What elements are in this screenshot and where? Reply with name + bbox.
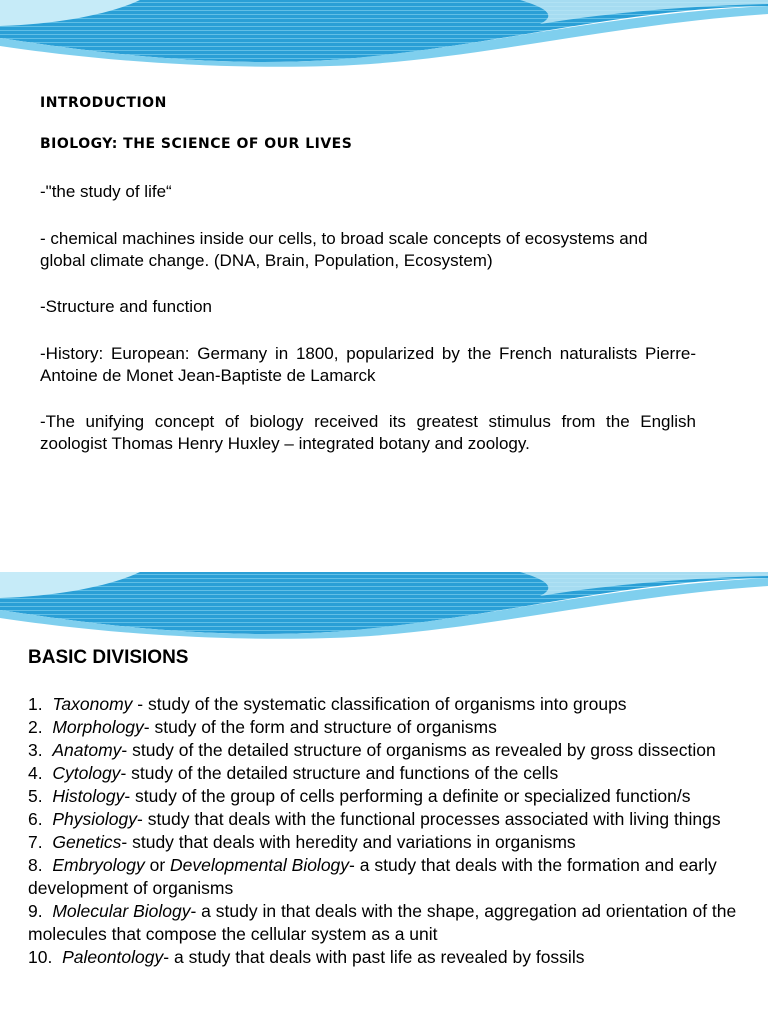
divisions-list [28,693,758,969]
item-description: study that deals with the functional processes associated with living things [147,809,721,829]
list-item [28,854,758,900]
item-separator: or [144,855,171,875]
item-description: study of the form and structure of organisms [154,717,497,737]
item-term: Morphology [52,717,144,737]
item-separator: - [124,786,136,806]
item-number: 3. [28,740,43,760]
item-separator: - [120,763,132,783]
item-term: Histology [52,786,125,806]
item-term: Taxonomy [52,694,133,714]
section-heading: INTRODUCTION [40,95,167,111]
item-number: 9. [28,901,43,921]
list-item [28,946,758,969]
item-term: Paleontology [62,947,164,967]
item-description: a study that deals with past life as revealed by fossils [173,947,585,967]
paragraph-history: -History: European: Germany in 1800, popularized by the French naturalists Pierre-Antoine de Monet Jean-Baptiste de Lamarck [40,344,696,385]
item-number: 5. [28,786,43,806]
item-separator: - [190,901,202,921]
item-number: 1. [28,694,43,714]
list-item [28,739,758,762]
item-description: study of the detailed structure of organisms as revealed by gross dissection [132,740,716,760]
item-description: study of the systematic classification of organisms into groups [148,694,627,714]
item-separator: - [349,855,360,875]
slide-basic-divisions [0,572,768,1024]
list-item [28,900,758,946]
item-description: study of the detailed structure and functions of the cells [131,763,559,783]
item-number: 2. [28,717,43,737]
item-term-alt: Developmental Biology [170,855,350,875]
list-item [28,785,758,808]
item-description: a study that deals with the formation and early development of organisms [28,855,717,898]
item-term: Cytology [52,763,121,783]
item-term: Embryology [52,855,145,875]
item-number: 8. [28,855,43,875]
item-separator: - [136,809,148,829]
item-separator: - [143,717,155,737]
paragraph-scope: - chemical machines inside our cells, to broad scale concepts of ecosystems and global climate change. (DNA, Brain, Population, Ecosystem) [40,229,648,270]
item-term: Physiology [52,809,137,829]
list-item [28,716,758,739]
item-term: Genetics [52,832,122,852]
divisions-heading: BASIC DIVISIONS [28,647,189,668]
item-term: Anatomy [52,740,122,760]
item-separator: - [121,740,133,760]
item-description: study that deals with heredity and variations in organisms [132,832,576,852]
item-number: 6. [28,809,43,829]
item-separator: - [121,832,133,852]
paragraph-huxley: -The unifying concept of biology received its greatest stimulus from the English zoologist Thomas Henry Huxley – integrated botany and zoology. [40,412,696,453]
wave-header-decoration [0,0,768,70]
slide-title: BIOLOGY: THE SCIENCE OF OUR LIVES [40,136,353,152]
item-number: 10. [28,947,53,967]
item-term: Molecular Biology [52,901,191,921]
list-item [28,762,758,785]
list-item [28,693,758,716]
paragraph-structure: -Structure and function [40,297,212,316]
item-number: 4. [28,763,43,783]
paragraph-definition: -"the study of life“ [40,182,172,201]
wave-header-decoration [0,572,768,642]
item-separator: - [163,947,174,967]
item-description: a study in that deals with the shape, aggregation ad orientation of the molecules that compose the cellular system as a unit [28,901,737,944]
item-separator: - [132,694,148,714]
list-item [28,831,758,854]
list-item [28,808,758,831]
item-number: 7. [28,832,43,852]
item-description: study of the group of cells performing a definite or specialized function/s [135,786,691,806]
